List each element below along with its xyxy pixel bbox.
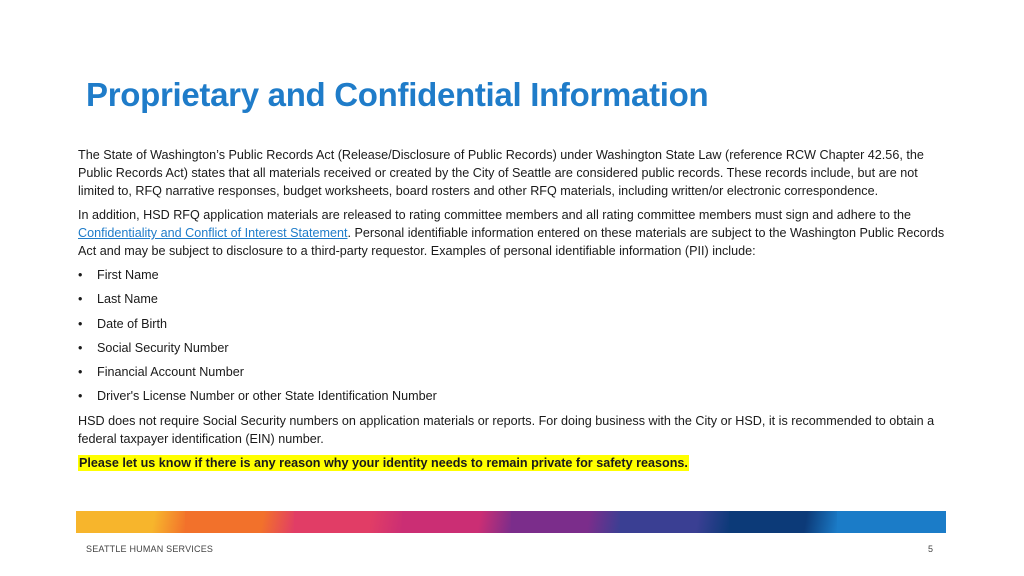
safety-paragraph xyxy=(78,454,948,472)
list-item xyxy=(78,363,948,387)
bullet-icon: • xyxy=(78,340,83,355)
page-number: 5 xyxy=(928,544,934,554)
list-item-label: Social Security Number xyxy=(97,340,229,355)
list-item xyxy=(78,387,948,411)
disclosure-text-start: In addition, HSD RFQ application materials are released to rating committee members and all rating committee members must sign and adhere to the xyxy=(78,208,911,222)
bullet-icon: • xyxy=(78,389,83,404)
bullet-icon: • xyxy=(78,268,83,282)
stripe-segment xyxy=(837,511,946,533)
list-item xyxy=(78,290,948,314)
pii-list xyxy=(78,266,948,412)
slide-title: Proprietary and Confidential Information xyxy=(86,76,709,113)
list-item-label: Driver's License Number or other State Identification Number xyxy=(97,389,437,404)
list-item-label: Financial Account Number xyxy=(97,365,244,380)
ssn-paragraph: HSD does not require Social Security numbers on application materials or reports. For doing business with the City or HSD, it is recommended to obtain a federal taxpayer identification (EIN) number. xyxy=(78,413,935,446)
color-stripe xyxy=(76,511,946,533)
list-item-label: Date of Birth xyxy=(97,316,167,331)
list-item xyxy=(78,339,948,363)
stripe-segment xyxy=(294,511,403,533)
stripe-segment xyxy=(185,511,294,533)
stripe-segment xyxy=(729,511,838,533)
disclosure-paragraph xyxy=(78,206,948,260)
stripe-segment xyxy=(511,511,620,533)
list-item-label: First Name xyxy=(97,268,159,282)
public-records-paragraph: The State of Washington’s Public Records Act (Release/Disclosure of Public Records) under Washington State Law (reference RCW Chapter 42.56, the Public Records Act) states that all materials received or created by the City of Seattle are considered public records. These records include, but are not limited to, RFQ narrative responses, budget worksheets, board rosters and other RFQ materials, including written/or electronic correspondence. xyxy=(78,148,924,198)
slide-body xyxy=(78,146,948,478)
list-item xyxy=(78,266,948,290)
stripe-segment xyxy=(402,511,511,533)
safety-highlight: Please let us know if there is any reason why your identity needs to remain private for safety reasons. xyxy=(79,455,688,470)
bullet-icon: • xyxy=(78,292,83,307)
disclosure-text-end: . Personal identifiable information entered on these materials are subject to the Washington Public Records Act and may be subject to disclosure to a third-party requestor. Examples of personal identifiable information (PII) include: xyxy=(78,226,945,258)
bullet-icon: • xyxy=(78,316,83,331)
confidentiality-statement-link[interactable]: Confidentiality and Conflict of Interest Statement xyxy=(78,226,348,240)
footer-org-name: SEATTLE HUMAN SERVICES xyxy=(86,544,214,554)
stripe-segment xyxy=(76,511,185,533)
bullet-icon: • xyxy=(78,365,83,380)
list-item xyxy=(78,315,948,339)
list-item-label: Last Name xyxy=(97,292,158,307)
stripe-segment xyxy=(620,511,729,533)
